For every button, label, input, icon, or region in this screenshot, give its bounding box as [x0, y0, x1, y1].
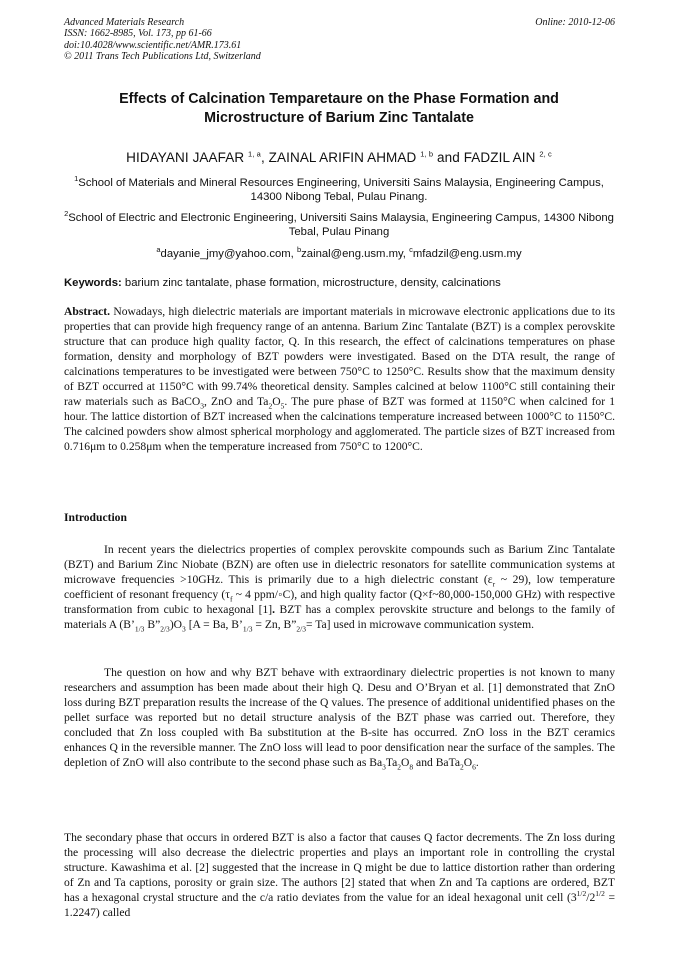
doi: doi:10.4028/www.scientific.net/AMR.173.61 — [64, 39, 242, 51]
affiliation-2 — [62, 211, 616, 240]
intro-paragraph-1 — [64, 543, 615, 633]
subscript: 2/3 — [160, 624, 170, 634]
email-c[interactable]: mfadzil@eng.usm.my — [412, 248, 522, 260]
paragraph-text: = Ta] used in microwave communication system. — [305, 617, 534, 631]
paragraph-text: = Zn, B” — [252, 617, 297, 631]
subscript: 3 — [182, 624, 186, 634]
paragraph-text: /2 — [586, 890, 596, 904]
author-1: HIDAYANI JAAFAR — [126, 150, 245, 165]
paragraph-text: and BaTa — [413, 755, 460, 769]
abstract-text: Nowadays, high dielectric materials are important materials in microwave electronic applications due to its properties that can provide high frequency range of an antenna. Barium Zinc Tantalate (BZT) is a complex perovskite structure that can produce high quality factor, Q. In this research, the effect of calcinations temperatures on phase formation, density and morphology of BZT powders were investigated. Based on the DTA result, the range of calcinations temperatures to be investigated were between 750°C to 1250°C. Results show that the maximum density of BZT occurred at 1150°C with 99.74% theoretical density. Samples calcined at below 1100°C still containing their raw materials such as BaCO — [64, 305, 615, 408]
abstract-sub: 5 — [280, 401, 285, 411]
paragraph-text: The question on how and why BZT behave with extraordinary dielectric properties is not known to many researchers and assumption has been made about their high Q. Desu and O’Bryan et al. [1] demonstrated that ZnO loss during BZT preparation results the increase of the Q values. The presence of additional unidentified phases on the pellet surface was reported but no detail structure analysis of the BZT phase was carried out. Therefore, they concluded that Zn loss coupled with Ba substitution at the B-site has occurred. ZnO loss in the BZT ceramics enhances Q in the reversible manner. The ZnO loss will lead to poor densification near the surface of the samples. The depletion of ZnO will also contribute to the second phase such as Ba — [64, 666, 615, 769]
subscript: 2 — [397, 762, 402, 772]
email-b[interactable]: zainal@eng.usm.my, — [301, 248, 406, 260]
journal-name: Advanced Materials Research — [64, 17, 185, 28]
author-2-affil: 1, b — [420, 149, 434, 159]
keywords-label: Keywords: — [64, 277, 122, 289]
abstract — [64, 305, 615, 455]
paragraph-text: BZT has a complex perovskite structure and belongs to the family of materials A (B’ — [64, 602, 615, 631]
subscript: 2 — [460, 762, 464, 772]
subscript: 2/3 — [296, 624, 306, 634]
abstract-label: Abstract. — [64, 305, 111, 318]
affiliation-1-text: School of Materials and Mineral Resources Engineering, Universiti Sains Malaysia, Engineering Campus, 14300 Nibong Tebal, Pulau Pinang. — [78, 177, 604, 204]
abstract-sub: 2 — [268, 401, 273, 411]
abstract-text: . The pure phase of BZT was formed at 1150°C when calcined for 1 hour. The lattice distortion of BZT increased when the calcinations temperature increased between 1000°C to 1150°C. The calcined powders show almost spherical morphology and agglomerated. The particle sizes of BZT increased from 0.716μm to 0.258μm when the temperature increased from 750°C to 1200°C. — [64, 394, 616, 453]
keywords — [64, 277, 620, 289]
subscript: 3 — [382, 762, 386, 772]
author-3: FADZIL AIN — [463, 150, 536, 165]
abstract-sub: 3 — [200, 401, 204, 411]
superscript: 1/2 — [576, 888, 587, 898]
issn: ISSN: 1662-8985, Vol. 173, pp 61-66 — [64, 28, 212, 40]
superscript: 1/2 — [595, 888, 605, 898]
email-c-mark: c — [409, 245, 413, 255]
journal-header — [64, 17, 261, 62]
email-list — [40, 245, 638, 260]
online-date: Online: 2010-12-06 — [535, 17, 615, 28]
paragraph-text: O — [463, 755, 473, 769]
title-line-1: Effects of Calcination Temparetaure on the Phase Formation and — [119, 91, 559, 107]
paper-title — [60, 90, 618, 127]
paragraph-text: . — [475, 755, 479, 769]
affiliation-2-number: 2 — [64, 209, 69, 219]
author-list: HIDAYANI JAAFAR $^{1, a}$, ZAINAL ARIFIN AHMAD $^{1, b}$ and FADZIL AIN $^{2, c}$ — [126, 149, 552, 165]
copyright: © 2011 Trans Tech Publications Ltd, Switzerland — [64, 50, 261, 62]
author-and: and — [437, 150, 460, 165]
subscript: 8 — [409, 762, 414, 772]
abstract-text: , ZnO and Ta — [204, 394, 269, 408]
subscript: f — [229, 594, 233, 604]
paragraph-text: In recent years the dielectrics properties of complex perovskite compounds such as Barium Zinc Tantalate (BZT) and Barium Zinc Niobate (BZN) are often use in dielectric resonators for satellite communication systems at microwave frequencies >10GHz. This is primarily due to a high dielectric constant (ε — [64, 543, 615, 586]
email-a-mark: a — [156, 245, 161, 255]
section-heading-introduction: Introduction — [64, 511, 127, 524]
affiliation-2-text: School of Electric and Electronic Engineering, Universiti Sains Malaysia, Engineering Campus, 14300 Nibong Tebal, Pulau Pinang — [68, 212, 614, 239]
author-1-affil: 1, a — [248, 149, 261, 159]
paragraph-text: Ta — [385, 755, 398, 769]
paragraph-text: O — [401, 755, 410, 769]
affiliation-1-number: 1 — [74, 174, 79, 184]
paragraph-text: The secondary phase that occurs in ordered BZT is also a factor that causes Q factor decrements. The Zn loss during the processing will also decrease the dielectric properties and plays an important role in controlling the crystal structure. Kawashima et al. [2] suggested that the increase in Q might be due to lattice distortion rather than ordering of Zn and Ta captions, porosity or grain size. The authors [2] stated that when Zn and Ta captions are ordered, BZT has a hexagonal crystal structure and the c/a ratio deviates from the value for an ideal hexagonal unit cell (3 — [64, 831, 615, 904]
subscript: 6 — [472, 762, 476, 772]
subscript: r — [492, 579, 496, 589]
author-3-affil: 2, c — [539, 149, 552, 159]
paragraph-text: )O — [169, 617, 183, 631]
paragraph-text: ~ 4 ppm/◦C), and high quality factor (Q×f~80,000-150,000 GHz) with respective transformation from cubic to hexagonal [1] — [64, 587, 616, 616]
paragraph-text: B” — [144, 617, 161, 631]
abstract-text: O — [272, 394, 281, 408]
title-line-2: Microstructure of Barium Zinc Tantalate — [204, 109, 474, 126]
email-b-mark: b — [296, 245, 302, 255]
keywords-text: barium zinc tantalate, phase formation, microstructure, density, calcinations — [124, 277, 501, 289]
author-2: ZAINAL ARIFIN AHMAD — [268, 150, 417, 165]
affiliation-1 — [62, 176, 616, 205]
paragraph-text: = 1.2247) called — [64, 890, 615, 919]
subscript: 1/3 — [242, 624, 253, 634]
intro-paragraph-2 — [64, 666, 615, 771]
subscript: 1/3 — [134, 624, 145, 634]
paragraph-text: [A = Ba, B’ — [185, 617, 243, 631]
email-a[interactable]: dayanie_jmy@yahoo.com, — [160, 248, 294, 260]
bold-period: . — [272, 602, 276, 616]
intro-paragraph-3 — [64, 831, 615, 921]
paragraph-text: ~ 29), low temperature coefficient of resonant frequency (τ — [64, 572, 615, 601]
